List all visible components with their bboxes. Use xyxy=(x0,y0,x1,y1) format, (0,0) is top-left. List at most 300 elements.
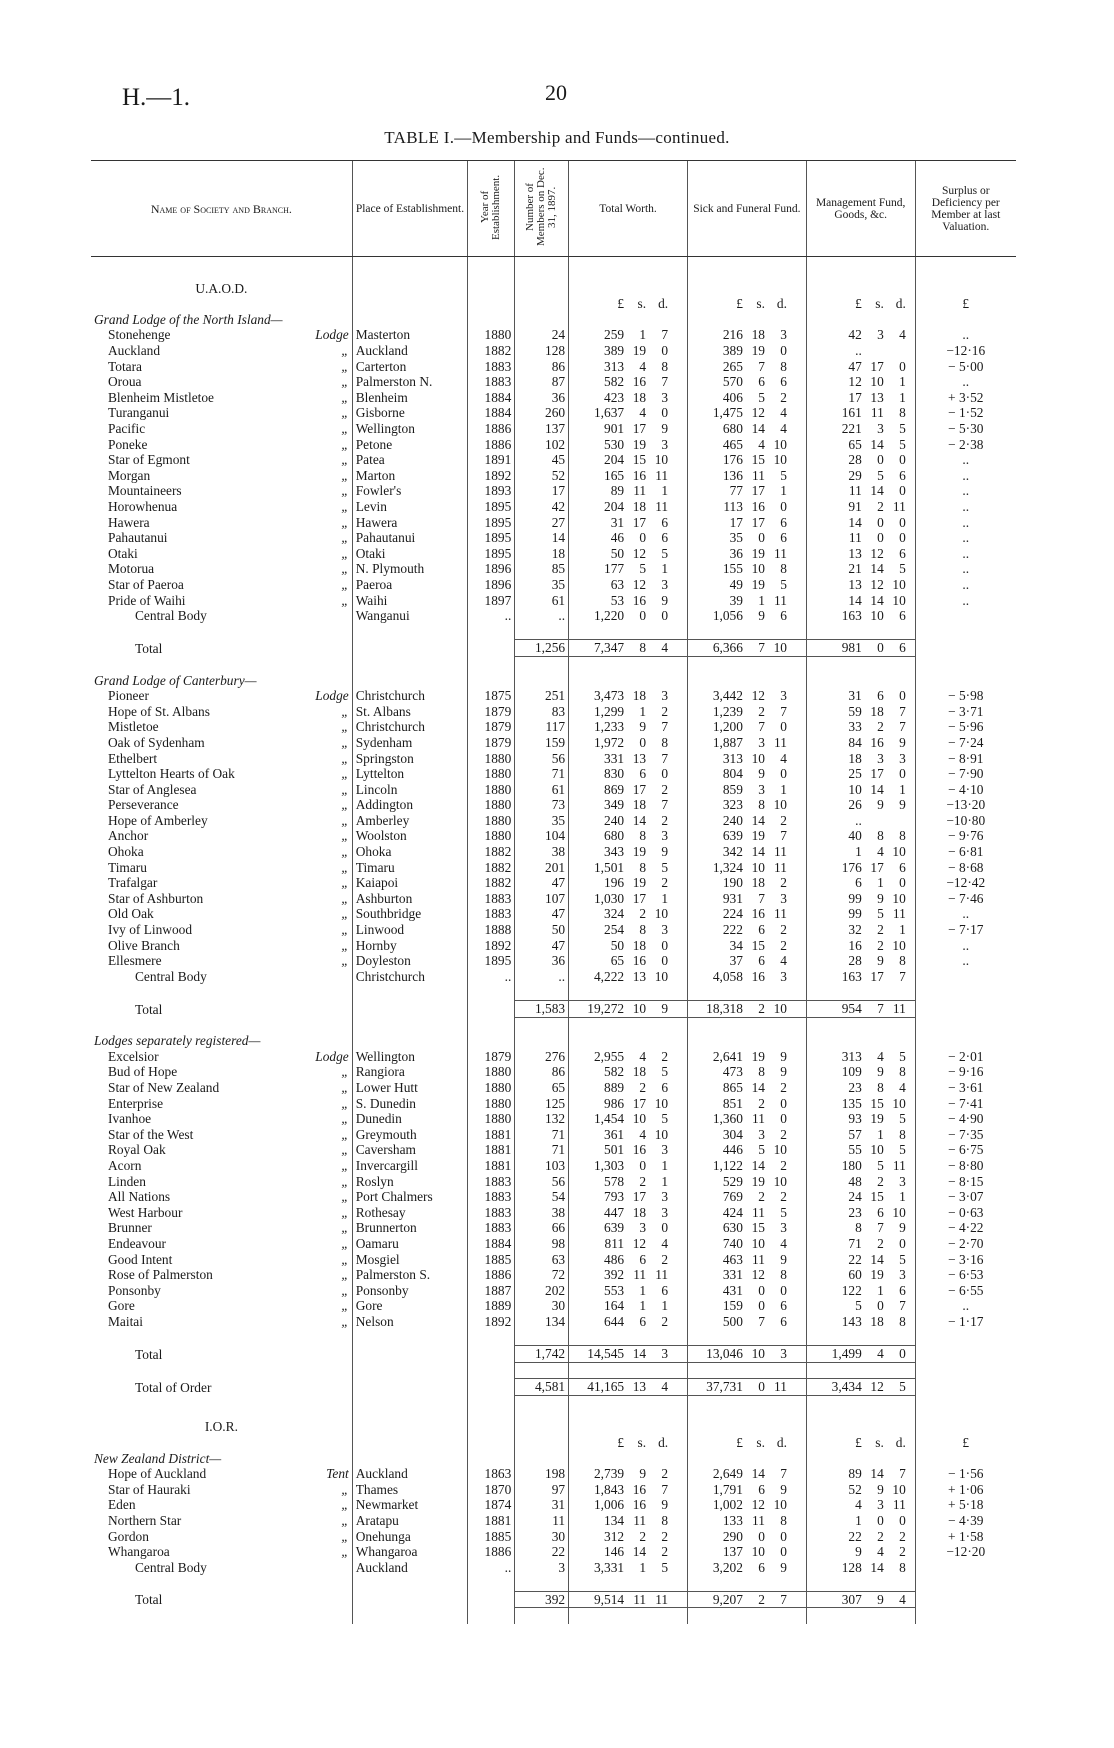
year: 1889 xyxy=(468,1298,515,1314)
members: 35 xyxy=(515,813,569,829)
lodge-row xyxy=(91,1173,1016,1189)
total-worth-pence: 10 xyxy=(654,1095,669,1111)
lodge-name: Hawera xyxy=(108,514,150,530)
place: Southbridge xyxy=(352,906,467,922)
lodge-name-cell xyxy=(91,735,352,751)
blank-cell xyxy=(915,1033,1016,1049)
spacer-cell xyxy=(915,624,1016,640)
spacer-cell xyxy=(569,257,688,273)
total-worth-pence: 0 xyxy=(661,343,669,359)
total-worth-pence: 0 xyxy=(661,608,669,624)
total-worth-shillings: 19 xyxy=(632,436,647,452)
lodge-row xyxy=(91,343,1016,359)
members: 56 xyxy=(515,750,569,766)
lodge-row xyxy=(91,813,1016,829)
total-worth-pence: 9 xyxy=(661,1497,669,1513)
total-worth-pence: 7 xyxy=(661,750,669,766)
management-fund-pence: 11 xyxy=(892,906,906,922)
management-fund-shillings: 2 xyxy=(877,922,884,938)
management-fund-pounds: 14 xyxy=(848,592,862,608)
lodge-row xyxy=(91,374,1016,390)
management-fund xyxy=(806,719,915,735)
lodge-type: „ xyxy=(341,734,349,750)
sick-funeral-fund-pounds: 1,324 xyxy=(712,859,743,875)
sick-funeral-fund-pence: 2 xyxy=(780,1157,787,1173)
sick-funeral-fund-pounds: 529 xyxy=(722,1173,743,1189)
spacer-cell xyxy=(352,656,467,672)
management-fund-pence: 7 xyxy=(899,703,906,719)
spacer-cell xyxy=(915,257,1016,273)
lodge-type: „ xyxy=(341,436,349,452)
surplus: .. xyxy=(915,327,1016,343)
surplus: − 2·70 xyxy=(915,1236,1016,1252)
lodge-type: „ xyxy=(341,343,349,359)
sick-funeral-fund-pounds: 1,056 xyxy=(712,608,743,624)
management-fund-pence: 7 xyxy=(899,719,906,735)
total-worth-pounds: 1,637 xyxy=(593,405,625,421)
sick-funeral-fund-pounds: 1,122 xyxy=(712,1157,743,1173)
management-fund-pence: 0 xyxy=(899,1235,906,1251)
blank-cell xyxy=(915,1451,1016,1467)
lodge-name-cell xyxy=(91,797,352,813)
lodge-type: „ xyxy=(341,530,349,546)
year: .. xyxy=(468,608,515,624)
total-worth-shillings: 5 xyxy=(639,561,647,577)
sick-funeral-fund-pence: 11 xyxy=(774,844,787,860)
spacer-cell xyxy=(915,1395,1016,1411)
management-fund-pounds: 48 xyxy=(848,1173,862,1189)
management-fund-pounds: .. xyxy=(855,812,862,828)
total-worth-shillings: 16 xyxy=(632,1142,647,1158)
management-fund-pence: 8 xyxy=(899,1559,906,1575)
sick-funeral-fund-pounds: 865 xyxy=(722,1079,743,1095)
sick-funeral-fund-pence: 6 xyxy=(780,608,787,624)
spacer-cell xyxy=(515,984,569,1000)
unit-cell xyxy=(687,296,806,312)
district-heading-row xyxy=(91,312,1016,328)
blank-cell xyxy=(468,273,515,297)
spacer-cell xyxy=(806,624,915,640)
total-management-fund xyxy=(806,640,915,657)
year: 1880 xyxy=(468,766,515,782)
members: 97 xyxy=(515,1482,569,1498)
place: Palmerston S. xyxy=(352,1267,467,1283)
members: .. xyxy=(515,969,569,985)
lodge-name: Bud of Hope xyxy=(108,1064,178,1080)
place: Hornby xyxy=(352,938,467,954)
total-management-fund xyxy=(806,1379,915,1396)
total-worth-pence: 1 xyxy=(661,1298,669,1314)
members: 45 xyxy=(515,452,569,468)
total-worth-pence: 2 xyxy=(661,1528,669,1544)
lodge-type: „ xyxy=(341,922,349,938)
total-worth-pounds: 324 xyxy=(604,906,625,922)
spacer-cell xyxy=(687,656,806,672)
sick-funeral-fund-pounds: 342 xyxy=(722,844,743,860)
place: Fowler's xyxy=(352,483,467,499)
lodge-name: Morgan xyxy=(108,467,151,483)
sick-funeral-fund-shillings: 10 xyxy=(751,750,765,766)
lodge-name: Gordon xyxy=(108,1528,149,1544)
lodge-name-cell xyxy=(91,421,352,437)
blank-cell xyxy=(352,1379,467,1396)
year: 1883 xyxy=(468,891,515,907)
management-fund-pence: 5 xyxy=(899,561,906,577)
place: Brunnerton xyxy=(352,1220,467,1236)
sick-funeral-fund-pence: 11 xyxy=(774,859,787,875)
members: 198 xyxy=(515,1466,569,1482)
members: .. xyxy=(515,608,569,624)
year: 1895 xyxy=(468,953,515,969)
total-worth-pence: 3 xyxy=(661,1204,669,1220)
management-fund-shillings: 0 xyxy=(877,452,884,468)
management-fund-pence: 10 xyxy=(892,937,906,953)
lodge-name: Enterprise xyxy=(108,1095,164,1111)
members: 18 xyxy=(515,546,569,562)
sick-funeral-fund-pounds: 389 xyxy=(722,343,743,359)
total-worth-shillings: 17 xyxy=(632,781,647,797)
lodge-row xyxy=(91,483,1016,499)
lodge-name: Royal Oak xyxy=(108,1142,166,1158)
lodge-name: Star of Egmont xyxy=(108,452,190,468)
lodge-row xyxy=(91,1142,1016,1158)
spacer-cell xyxy=(352,984,467,1000)
surplus: + 3·52 xyxy=(915,390,1016,406)
spacer-cell xyxy=(91,1575,352,1591)
total-worth xyxy=(569,953,688,969)
total-worth-pounds: 830 xyxy=(604,766,625,782)
lodge-type: „ xyxy=(341,1064,349,1080)
unit-cell xyxy=(91,296,352,312)
place: Auckland xyxy=(352,1466,467,1482)
spacer-cell xyxy=(515,257,569,273)
lodge-name: Central Body xyxy=(135,968,207,984)
place: Whangaroa xyxy=(352,1544,467,1560)
management-fund-shillings: 9 xyxy=(877,890,884,906)
lodge-name-cell xyxy=(91,390,352,406)
lodge-row xyxy=(91,906,1016,922)
lodge-name: Anchor xyxy=(108,828,149,844)
year: 1884 xyxy=(468,405,515,421)
sick-funeral-fund xyxy=(687,938,806,954)
total-worth xyxy=(569,468,688,484)
management-fund-pence: 8 xyxy=(899,953,906,969)
lodge-name: Poneke xyxy=(108,436,148,452)
total-management-fund xyxy=(806,1000,915,1017)
total-worth xyxy=(569,1314,688,1330)
spacer-cell xyxy=(91,1395,352,1411)
sick-funeral-fund-pounds: 190 xyxy=(722,875,743,891)
total-worth xyxy=(569,1205,688,1221)
lodge-row xyxy=(91,1298,1016,1314)
members: 102 xyxy=(515,437,569,453)
total-worth xyxy=(569,405,688,421)
total-worth-pounds: 578 xyxy=(604,1173,625,1189)
spacer-cell xyxy=(91,984,352,1000)
total-worth-shillings: 8 xyxy=(639,640,647,656)
total-worth xyxy=(569,561,688,577)
sick-funeral-fund-pounds: 680 xyxy=(722,421,743,437)
management-fund xyxy=(806,608,915,624)
lodge-name: Motorua xyxy=(108,561,155,577)
surplus: − 5·00 xyxy=(915,359,1016,375)
total-worth xyxy=(569,343,688,359)
total-worth-pounds: 19,272 xyxy=(587,1001,625,1016)
lodge-type: „ xyxy=(341,374,349,390)
management-fund-pounds: 23 xyxy=(848,1204,862,1220)
total-sick-fund xyxy=(687,1379,806,1396)
unit-pence: d. xyxy=(776,1435,787,1451)
blank-cell xyxy=(687,312,806,328)
management-fund-pence: 6 xyxy=(899,467,906,483)
sick-funeral-fund xyxy=(687,561,806,577)
place: Lyttelton xyxy=(352,766,467,782)
management-fund-shillings: 3 xyxy=(877,327,884,343)
lodge-name: Northern Star xyxy=(108,1513,182,1528)
sick-funeral-fund-shillings: 0 xyxy=(758,1528,765,1544)
total-worth-shillings: 11 xyxy=(633,483,647,499)
blank-cell xyxy=(468,1379,515,1396)
management-fund xyxy=(806,1236,915,1252)
total-members: 4,581 xyxy=(515,1379,569,1396)
sick-funeral-fund-pence: 10 xyxy=(773,452,787,468)
spacer-cell xyxy=(468,257,515,273)
sick-funeral-fund xyxy=(687,1205,806,1221)
total-worth-pounds: 811 xyxy=(604,1235,625,1251)
lodge-name-cell xyxy=(91,1544,352,1560)
total-worth-shillings: 0 xyxy=(639,1157,647,1173)
lodge-row xyxy=(91,452,1016,468)
sick-funeral-fund-pence: 7 xyxy=(780,1466,787,1482)
unit-cell xyxy=(515,296,569,312)
sick-funeral-fund xyxy=(687,390,806,406)
management-fund-pence: 0 xyxy=(899,688,906,704)
management-fund-shillings: 0 xyxy=(877,514,884,530)
management-fund xyxy=(806,1111,915,1127)
sick-funeral-fund-shillings: 10 xyxy=(751,1235,765,1251)
total-management-fund-pounds: 1,499 xyxy=(831,1346,862,1362)
total-worth xyxy=(569,421,688,437)
total-worth-pence: 2 xyxy=(661,1048,669,1064)
year: .. xyxy=(468,969,515,985)
total-worth-pence: 3 xyxy=(661,688,669,704)
total-worth-pounds: 53 xyxy=(610,592,625,608)
lodge-name-cell xyxy=(91,782,352,798)
sick-funeral-fund-pence: 8 xyxy=(780,1513,787,1528)
total-sick-fund-shillings: 2 xyxy=(758,1591,765,1607)
lodge-type: „ xyxy=(341,389,349,405)
surplus: + 1·58 xyxy=(915,1529,1016,1545)
table-title: TABLE I.—Membership and Funds—continued. xyxy=(384,128,730,147)
total-worth-pence: 10 xyxy=(654,452,669,468)
management-fund-shillings: 15 xyxy=(870,1095,884,1111)
sick-funeral-fund-pence: 6 xyxy=(780,530,787,546)
total-worth-pounds: 7,347 xyxy=(593,640,625,656)
blank-cell xyxy=(352,1411,467,1435)
spacer-row xyxy=(91,1608,1016,1624)
management-fund-pence: 10 xyxy=(892,576,906,592)
sick-funeral-fund xyxy=(687,1298,806,1314)
total-worth-pence: 10 xyxy=(654,906,669,922)
surplus: − 7·17 xyxy=(915,922,1016,938)
lodge-name-cell xyxy=(91,343,352,359)
total-worth-shillings: 4 xyxy=(639,1048,647,1064)
management-fund-pounds: 26 xyxy=(848,797,862,813)
members: 83 xyxy=(515,704,569,720)
members: 31 xyxy=(515,1497,569,1513)
total-worth-pence: 7 xyxy=(661,374,669,390)
sick-funeral-fund-pounds: 500 xyxy=(722,1313,743,1329)
sick-funeral-fund xyxy=(687,1095,806,1111)
sick-funeral-fund-pence: 10 xyxy=(773,1497,787,1513)
place: Blenheim xyxy=(352,390,467,406)
lodge-name: Trafalgar xyxy=(108,875,158,891)
total-worth-pence: 1 xyxy=(661,1173,669,1189)
sick-funeral-fund-shillings: 19 xyxy=(751,1048,765,1064)
sick-funeral-fund-pounds: 155 xyxy=(722,561,743,577)
management-fund xyxy=(806,1298,915,1314)
total-worth-pounds: 986 xyxy=(604,1095,625,1111)
total-worth-pounds: 313 xyxy=(604,358,625,374)
spacer-cell xyxy=(468,1608,515,1624)
year: 1892 xyxy=(468,938,515,954)
sick-funeral-fund xyxy=(687,875,806,891)
sick-funeral-fund-pence: 9 xyxy=(780,1251,787,1267)
lodge-name: Horowhenua xyxy=(108,499,178,514)
place: Lincoln xyxy=(352,782,467,798)
management-fund-pence: 10 xyxy=(892,890,906,906)
sick-funeral-fund xyxy=(687,577,806,593)
management-fund-pence: 3 xyxy=(899,750,906,766)
management-fund-pence: 4 xyxy=(899,1079,906,1095)
members: 251 xyxy=(515,688,569,704)
year: 1883 xyxy=(468,1189,515,1205)
lodge-row xyxy=(91,1049,1016,1065)
lodge-row xyxy=(91,953,1016,969)
total-worth-pence: 4 xyxy=(661,1379,669,1395)
management-fund-pounds: .. xyxy=(855,343,862,359)
total-worth-pounds: 196 xyxy=(604,875,625,891)
sick-funeral-fund-pence: 3 xyxy=(780,968,787,984)
lodge-type: „ xyxy=(341,576,349,592)
management-fund-pounds: 21 xyxy=(848,561,862,577)
lodge-type: „ xyxy=(341,1282,349,1298)
lodge-row xyxy=(91,327,1016,343)
total-worth-pence: 6 xyxy=(661,1282,669,1298)
lodge-name-cell xyxy=(91,468,352,484)
blank-cell xyxy=(352,672,467,688)
management-fund xyxy=(806,1560,915,1576)
blank-cell xyxy=(468,312,515,328)
lodge-type: „ xyxy=(341,703,349,719)
total-worth-pounds: 312 xyxy=(604,1528,625,1544)
year: 1885 xyxy=(468,1251,515,1267)
sick-funeral-fund xyxy=(687,688,806,704)
sick-funeral-fund-pounds: 570 xyxy=(722,374,743,390)
total-worth-pounds: 204 xyxy=(604,499,625,514)
lodge-row xyxy=(91,1513,1016,1529)
total-worth-pounds: 331 xyxy=(604,750,625,766)
spacer-cell xyxy=(569,1395,688,1411)
sick-funeral-fund-shillings: 19 xyxy=(751,343,765,359)
management-fund xyxy=(806,875,915,891)
management-fund xyxy=(806,530,915,546)
members: 56 xyxy=(515,1173,569,1189)
sick-funeral-fund-pence: 1 xyxy=(780,483,787,499)
place: Kaiapoi xyxy=(352,875,467,891)
sick-funeral-fund-pounds: 113 xyxy=(723,499,743,514)
spacer-cell xyxy=(468,984,515,1000)
total-worth xyxy=(569,437,688,453)
total-worth xyxy=(569,766,688,782)
blank-cell xyxy=(915,273,1016,297)
sick-funeral-fund-shillings: 14 xyxy=(751,1466,765,1482)
management-fund-shillings: 2 xyxy=(877,719,884,735)
total-worth-pounds: 680 xyxy=(604,828,625,844)
place: Addington xyxy=(352,797,467,813)
management-fund-pence: 10 xyxy=(892,1095,906,1111)
year: 1879 xyxy=(468,1049,515,1065)
sick-funeral-fund-pounds: 77 xyxy=(729,483,743,499)
management-fund-pence: 5 xyxy=(899,1048,906,1064)
management-fund-pounds: 60 xyxy=(848,1267,862,1283)
members: 14 xyxy=(515,530,569,546)
lodge-type: „ xyxy=(341,812,349,828)
spacer-cell xyxy=(515,656,569,672)
management-fund xyxy=(806,1142,915,1158)
place: Auckland xyxy=(352,1560,467,1576)
total-worth-pence: 9 xyxy=(661,421,669,437)
sick-funeral-fund xyxy=(687,374,806,390)
lodge-name: Star of Anglesea xyxy=(108,781,197,797)
sick-funeral-fund xyxy=(687,813,806,829)
place: Nelson xyxy=(352,1314,467,1330)
management-fund-pence: 3 xyxy=(899,1267,906,1283)
management-fund-shillings: 18 xyxy=(870,1313,884,1329)
place: Marton xyxy=(352,468,467,484)
sick-funeral-fund-pounds: 1,002 xyxy=(712,1497,743,1513)
sick-funeral-fund-shillings: 8 xyxy=(758,1064,765,1080)
spacer-cell xyxy=(352,1329,467,1345)
surplus xyxy=(915,608,1016,624)
spacer-cell xyxy=(687,257,806,273)
col-header-year: Year of Establishment. xyxy=(479,174,503,240)
total-row xyxy=(91,1345,1016,1362)
lodge-type: „ xyxy=(341,766,349,782)
spacer-cell xyxy=(806,1017,915,1033)
lodge-row xyxy=(91,1111,1016,1127)
total-worth xyxy=(569,938,688,954)
total-worth-pounds: 530 xyxy=(604,436,625,452)
col-header-place: Place of Establishment. xyxy=(352,161,467,257)
total-worth-shillings: 17 xyxy=(632,421,647,437)
management-fund-pence: 1 xyxy=(899,389,906,405)
sick-funeral-fund-pence: 5 xyxy=(780,1204,787,1220)
total-worth xyxy=(569,1220,688,1236)
surplus: .. xyxy=(915,592,1016,608)
total-management-fund-shillings: 9 xyxy=(877,1591,884,1607)
lodge-type: „ xyxy=(341,1095,349,1111)
lodge-name: Ellesmere xyxy=(108,953,162,969)
management-fund xyxy=(806,1095,915,1111)
lodge-name-cell xyxy=(91,327,352,343)
total-sick-fund-pounds: 18,318 xyxy=(706,1001,743,1016)
spacer-row xyxy=(91,624,1016,640)
total-row xyxy=(91,1591,1016,1608)
year: 1863 xyxy=(468,1466,515,1482)
total-worth-pounds: 1,843 xyxy=(593,1481,625,1497)
total-worth xyxy=(569,922,688,938)
